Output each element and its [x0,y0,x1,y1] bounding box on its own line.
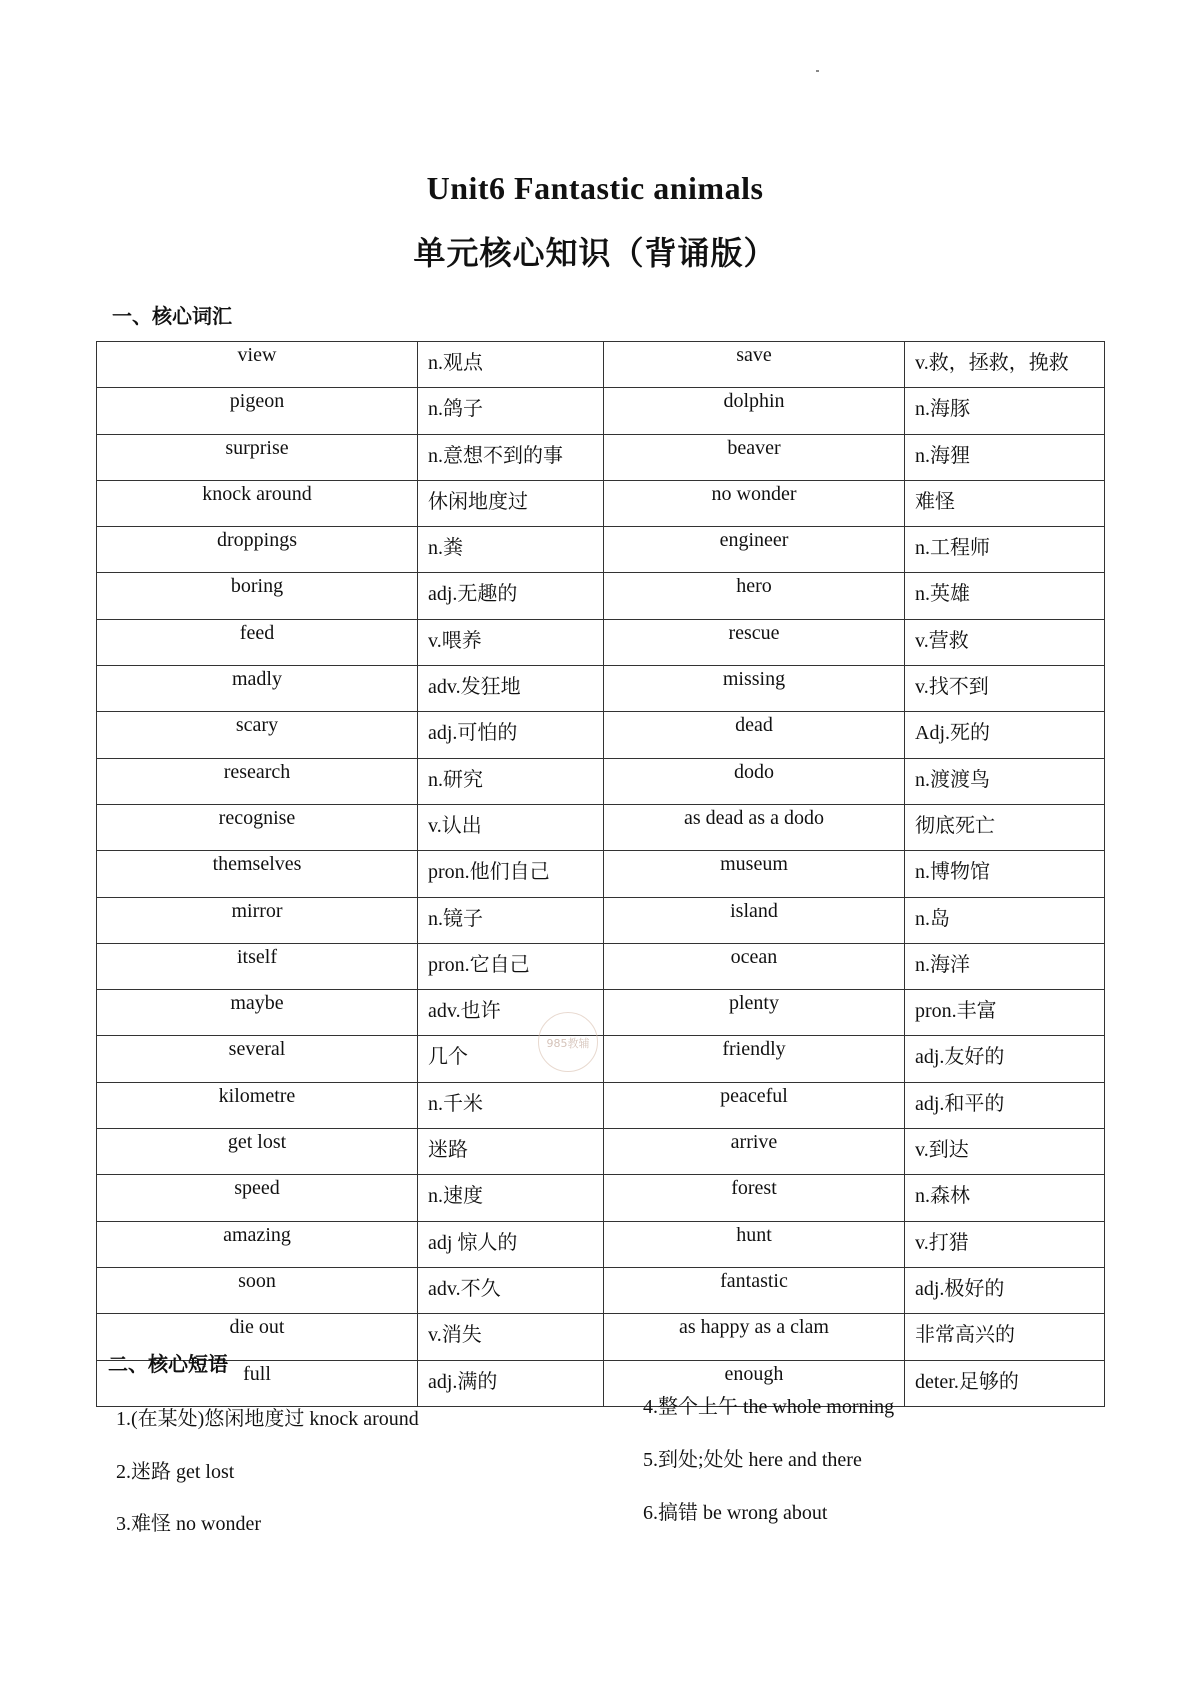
vocab-meaning: adv.也许 [418,990,604,1036]
table-row [97,619,1105,665]
vocab-word: get lost [97,1129,418,1175]
table-row [97,527,1105,573]
vocab-word: soon [97,1267,418,1313]
vocab-word: friendly [604,1036,905,1082]
corner-dot-mark [816,70,819,72]
vocabulary-table [96,341,1105,1407]
vocab-meaning: n.工程师 [905,527,1105,573]
vocab-meaning: n.观点 [418,342,604,388]
vocab-word: mirror [97,897,418,943]
vocab-meaning: adj.无趣的 [418,573,604,619]
vocab-word: hero [604,573,905,619]
table-row [97,758,1105,804]
vocab-word: dodo [604,758,905,804]
table-row [97,1267,1105,1313]
table-row [97,434,1105,480]
watermark-text: 985教辅 [546,1037,590,1050]
vocab-word: kilometre [97,1082,418,1128]
vocab-meaning: adj.和平的 [905,1082,1105,1128]
vocab-meaning: 彻底死亡 [905,804,1105,850]
phrase-item: 1.(在某处)悠闲地度过 knock around [116,1408,419,1430]
vocab-meaning: 迷路 [418,1129,604,1175]
phrase-item: 6.搞错 be wrong about [643,1502,828,1524]
vocab-word: dead [604,712,905,758]
vocab-word: droppings [97,527,418,573]
vocab-word: amazing [97,1221,418,1267]
phrase-item: 5.到处;处处 here and there [643,1449,862,1471]
vocab-meaning: n.研究 [418,758,604,804]
vocab-meaning: 难怪 [905,480,1105,526]
table-row [97,851,1105,897]
vocab-meaning: 非常高兴的 [905,1314,1105,1360]
vocab-word: fantastic [604,1267,905,1313]
vocab-meaning: n.千米 [418,1082,604,1128]
vocab-meaning: n.速度 [418,1175,604,1221]
vocab-word: hunt [604,1221,905,1267]
vocab-meaning: 休闲地度过 [418,480,604,526]
vocab-meaning: deter.足够的 [905,1360,1105,1406]
table-row [97,1360,1105,1406]
vocab-meaning: n.森林 [905,1175,1105,1221]
vocab-word: die out [97,1314,418,1360]
table-row [97,990,1105,1036]
vocab-meaning: n.粪 [418,527,604,573]
phrase-item: 2.迷路 get lost [116,1461,235,1483]
vocab-word: save [604,342,905,388]
vocab-word: surprise [97,434,418,480]
vocab-word: scary [97,712,418,758]
vocab-meaning: v.救，拯救，挽救 [905,342,1105,388]
table-row [97,1129,1105,1175]
vocab-meaning: v.营救 [905,619,1105,665]
vocab-meaning: adj.可怕的 [418,712,604,758]
vocab-meaning: n.海洋 [905,943,1105,989]
table-row [97,1175,1105,1221]
vocab-meaning: adj.极好的 [905,1267,1105,1313]
vocab-meaning: adv.不久 [418,1267,604,1313]
vocab-word: ocean [604,943,905,989]
table-row [97,573,1105,619]
table-row [97,897,1105,943]
vocab-word: knock around [97,480,418,526]
vocab-meaning: n.渡渡鸟 [905,758,1105,804]
vocab-word: pigeon [97,388,418,434]
vocab-meaning: adj.友好的 [905,1036,1105,1082]
vocab-word: boring [97,573,418,619]
vocab-meaning: pron.他们自己 [418,851,604,897]
vocab-word: beaver [604,434,905,480]
table-row [97,1314,1105,1360]
vocab-word: island [604,897,905,943]
vocab-word: themselves [97,851,418,897]
vocab-word: feed [97,619,418,665]
vocab-meaning: 几个 [418,1036,604,1082]
vocab-word: arrive [604,1129,905,1175]
vocab-meaning: v.喂养 [418,619,604,665]
phrase-item: 3.难怪 no wonder [116,1513,261,1535]
vocab-word: as dead as a dodo [604,804,905,850]
vocab-meaning: adv.发狂地 [418,666,604,712]
table-row [97,1221,1105,1267]
table-row [97,342,1105,388]
vocab-meaning: n.海狸 [905,434,1105,480]
vocab-word: enough [604,1360,905,1406]
vocab-word: dolphin [604,388,905,434]
vocab-word: madly [97,666,418,712]
phrase-item: 4.整个上午 the whole morning [643,1396,895,1418]
vocab-meaning: Adj.死的 [905,712,1105,758]
page-title: Unit6 Fantastic animals [426,170,764,206]
table-row [97,1036,1105,1082]
vocab-word: museum [604,851,905,897]
section-heading-phrases: 二、核心短语 [108,1352,228,1376]
vocab-meaning: adj 惊人的 [418,1221,604,1267]
vocab-meaning: n.海豚 [905,388,1105,434]
table-row [97,666,1105,712]
vocab-word: itself [97,943,418,989]
vocab-word: forest [604,1175,905,1221]
vocab-meaning: v.消失 [418,1314,604,1360]
vocab-word: as happy as a clam [604,1314,905,1360]
vocab-meaning: adj.满的 [418,1360,604,1406]
vocab-word: recognise [97,804,418,850]
vocab-meaning: n.镜子 [418,897,604,943]
vocab-meaning: v.打猎 [905,1221,1105,1267]
vocab-meaning: n.岛 [905,897,1105,943]
table-row [97,804,1105,850]
table-row [97,712,1105,758]
vocab-word: engineer [604,527,905,573]
vocab-word: view [97,342,418,388]
vocab-word: no wonder [604,480,905,526]
vocab-meaning: v.找不到 [905,666,1105,712]
vocab-word: speed [97,1175,418,1221]
table-row [97,1082,1105,1128]
vocab-meaning: n.鸽子 [418,388,604,434]
section-heading-vocabulary: 一、核心词汇 [112,304,232,328]
table-row [97,480,1105,526]
vocab-meaning: n.英雄 [905,573,1105,619]
vocab-meaning: v.到达 [905,1129,1105,1175]
vocab-meaning: n.博物馆 [905,851,1105,897]
vocab-word: rescue [604,619,905,665]
watermark-stamp [538,1012,598,1072]
vocab-word: several [97,1036,418,1082]
vocab-word: maybe [97,990,418,1036]
vocab-word: missing [604,666,905,712]
vocab-meaning: v.认出 [418,804,604,850]
table-row [97,388,1105,434]
vocab-meaning: pron.丰富 [905,990,1105,1036]
table-row [97,943,1105,989]
vocab-meaning: pron.它自己 [418,943,604,989]
vocab-word: peaceful [604,1082,905,1128]
page-subtitle: 单元核心知识（背诵版） [413,234,777,272]
vocab-meaning: n.意想不到的事 [418,434,604,480]
vocab-word: plenty [604,990,905,1036]
vocab-word: full [97,1360,418,1406]
vocab-word: research [97,758,418,804]
